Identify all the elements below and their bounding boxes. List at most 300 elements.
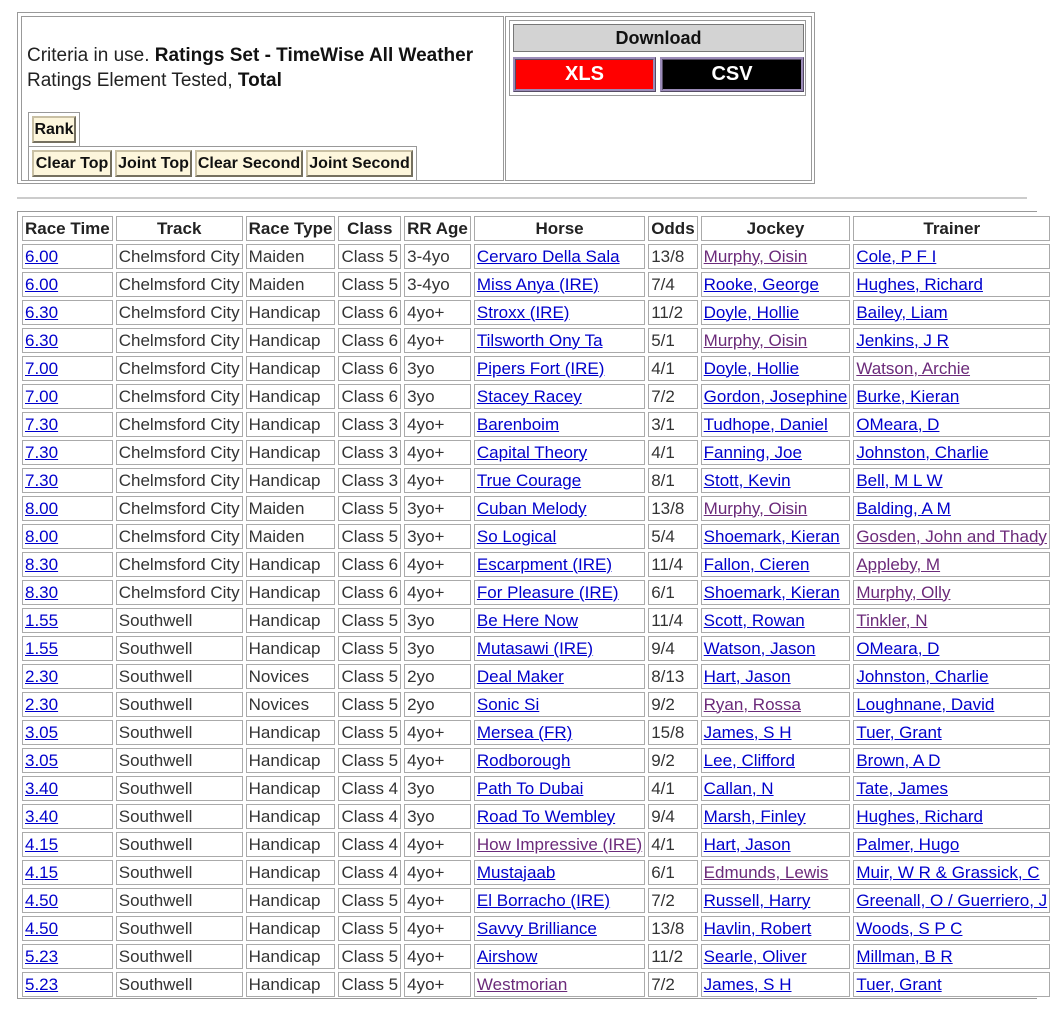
race-type-cell: Maiden [246, 244, 336, 269]
download-title: Download [513, 24, 804, 52]
jockey-link[interactable]: Shoemark, Kieran [703, 526, 840, 546]
trainer-cell [853, 776, 1050, 801]
odds-cell: 4/1 [648, 832, 697, 857]
jockey-link[interactable]: Edmunds, Lewis [703, 862, 829, 882]
horse-link[interactable]: Mutasawi (IRE) [476, 638, 594, 658]
horse-link[interactable]: Sonic Si [476, 694, 540, 714]
table-row [22, 524, 1050, 549]
race-time-link[interactable]: 6.30 [25, 330, 59, 350]
horse-cell [474, 524, 645, 549]
clear-second-button[interactable]: Clear Second [195, 150, 303, 177]
race-type-cell: Handicap [246, 944, 336, 969]
race-time-link[interactable]: 7.00 [25, 386, 59, 406]
horse-link[interactable]: Path To Dubai [476, 778, 584, 798]
race-type-cell: Maiden [246, 524, 336, 549]
race-time-cell [22, 552, 113, 577]
horse-link[interactable]: Capital Theory [476, 442, 588, 462]
race-time-link[interactable]: 8.30 [25, 582, 59, 602]
table-row [22, 804, 1050, 829]
csv-download-button[interactable]: CSV [660, 57, 804, 92]
jockey-link[interactable]: Ryan, Rossa [703, 694, 801, 714]
race-time-link[interactable]: 2.30 [25, 666, 59, 686]
xls-download-button[interactable]: XLS [513, 57, 656, 92]
trainer-cell [853, 580, 1050, 605]
header-rr-age[interactable]: RR Age [404, 216, 471, 241]
race-time-link[interactable]: 6.00 [25, 274, 59, 294]
horse-link[interactable]: Be Here Now [476, 610, 578, 630]
race-type-cell: Handicap [246, 328, 336, 353]
trainer-cell [853, 664, 1050, 689]
race-time-link[interactable]: 8.30 [25, 554, 59, 574]
track-cell: Chelmsford City [116, 552, 243, 577]
track-cell: Chelmsford City [116, 300, 243, 325]
horse-link[interactable]: Cervaro Della Sala [476, 246, 620, 266]
jockey-link[interactable]: Hart, Jason [703, 666, 791, 686]
trainer-cell [853, 692, 1050, 717]
race-time-cell [22, 832, 113, 857]
race-time-link[interactable]: 5.23 [25, 974, 59, 994]
jockey-cell [701, 412, 851, 437]
position-filter-bar [28, 146, 417, 181]
race-type-cell: Handicap [246, 720, 336, 745]
trainer-cell [853, 552, 1050, 577]
track-cell: Chelmsford City [116, 412, 243, 437]
table-row [22, 244, 1050, 269]
horse-link[interactable]: Barenboim [476, 414, 560, 434]
trainer-cell [853, 720, 1050, 745]
race-type-cell: Handicap [246, 636, 336, 661]
trainer-link[interactable]: Gosden, John and Thady [856, 526, 1047, 546]
trainer-link[interactable]: Tuer, Grant [856, 722, 942, 742]
trainer-cell [853, 328, 1050, 353]
jockey-link[interactable]: Marsh, Finley [703, 806, 806, 826]
horse-cell [474, 384, 645, 409]
header-race-time[interactable]: Race Time [22, 216, 113, 241]
race-time-link[interactable]: 4.50 [25, 918, 59, 938]
race-type-cell: Novices [246, 664, 336, 689]
track-cell: Southwell [116, 804, 243, 829]
horse-link[interactable]: True Courage [476, 470, 582, 490]
trainer-cell [853, 832, 1050, 857]
table-row [22, 692, 1050, 717]
joint-second-button[interactable]: Joint Second [306, 150, 413, 177]
horse-cell [474, 748, 645, 773]
header-horse[interactable]: Horse [474, 216, 645, 241]
header-class[interactable]: Class [338, 216, 401, 241]
trainer-link[interactable]: Millman, B R [856, 946, 953, 966]
table-row [22, 832, 1050, 857]
rank-button[interactable]: Rank [32, 116, 76, 143]
rr-age-cell: 3yo+ [404, 496, 471, 521]
jockey-link[interactable]: Gordon, Josephine [703, 386, 848, 406]
race-time-cell [22, 384, 113, 409]
trainer-cell [853, 748, 1050, 773]
jockey-link[interactable]: Fanning, Joe [703, 442, 802, 462]
trainer-link[interactable]: Muir, W R & Grassick, C [856, 862, 1040, 882]
table-row [22, 608, 1050, 633]
jockey-link[interactable]: Russell, Harry [703, 890, 811, 910]
horse-cell [474, 972, 645, 997]
horse-cell [474, 328, 645, 353]
jockey-cell [701, 440, 851, 465]
rr-age-cell: 4yo+ [404, 440, 471, 465]
trainer-link[interactable]: Johnston, Charlie [856, 442, 989, 462]
rr-age-cell: 3-4yo [404, 272, 471, 297]
race-time-cell [22, 748, 113, 773]
horse-link[interactable]: Cuban Melody [476, 498, 587, 518]
horse-link[interactable]: Mustajaab [476, 862, 556, 882]
track-cell: Southwell [116, 776, 243, 801]
track-cell: Southwell [116, 832, 243, 857]
race-time-cell [22, 524, 113, 549]
race-time-link[interactable]: 2.30 [25, 694, 59, 714]
race-time-cell [22, 720, 113, 745]
jockey-cell [701, 552, 851, 577]
jockey-cell [701, 972, 851, 997]
odds-cell: 9/2 [648, 692, 697, 717]
jockey-link[interactable]: Searle, Oliver [703, 946, 807, 966]
jockey-link[interactable]: Callan, N [703, 778, 774, 798]
class-cell: Class 5 [338, 244, 401, 269]
race-time-cell [22, 580, 113, 605]
race-time-cell [22, 804, 113, 829]
race-time-cell [22, 944, 113, 969]
race-type-cell: Handicap [246, 580, 336, 605]
table-row [22, 440, 1050, 465]
odds-cell: 6/1 [648, 580, 697, 605]
joint-top-button[interactable]: Joint Top [115, 150, 192, 177]
race-type-cell: Maiden [246, 272, 336, 297]
race-time-link[interactable]: 3.05 [25, 750, 59, 770]
trainer-link[interactable]: Tate, James [856, 778, 948, 798]
horse-cell [474, 636, 645, 661]
trainer-link[interactable]: Murphy, Olly [856, 582, 951, 602]
jockey-cell [701, 944, 851, 969]
download-panel [505, 16, 812, 181]
jockey-cell [701, 608, 851, 633]
race-time-link[interactable]: 3.05 [25, 722, 59, 742]
trainer-cell [853, 384, 1050, 409]
jockey-cell [701, 664, 851, 689]
header-trainer[interactable]: Trainer [853, 216, 1050, 241]
table-row [22, 272, 1050, 297]
jockey-cell [701, 356, 851, 381]
header-track[interactable]: Track [116, 216, 243, 241]
horse-link[interactable]: Miss Anya (IRE) [476, 274, 599, 294]
rr-age-cell: 3yo [404, 608, 471, 633]
track-cell: Southwell [116, 972, 243, 997]
race-time-cell [22, 468, 113, 493]
header-odds[interactable]: Odds [648, 216, 697, 241]
trainer-cell [853, 636, 1050, 661]
trainer-link[interactable]: Woods, S P C [856, 918, 963, 938]
trainer-link[interactable]: Bailey, Liam [856, 302, 948, 322]
class-cell: Class 3 [338, 468, 401, 493]
horse-link[interactable]: How Impressive (IRE) [476, 834, 643, 854]
race-time-cell [22, 412, 113, 437]
rr-age-cell: 2yo [404, 664, 471, 689]
class-cell: Class 5 [338, 888, 401, 913]
criteria-panel [17, 12, 815, 184]
table-row [22, 412, 1050, 437]
jockey-cell [701, 468, 851, 493]
trainer-link[interactable]: Tinkler, N [856, 610, 928, 630]
horse-cell [474, 916, 645, 941]
track-cell: Southwell [116, 720, 243, 745]
jockey-link[interactable]: Shoemark, Kieran [703, 582, 840, 602]
horse-link[interactable]: Deal Maker [476, 666, 564, 686]
race-time-link[interactable]: 6.30 [25, 302, 59, 322]
track-cell: Southwell [116, 860, 243, 885]
race-time-link[interactable]: 1.55 [25, 638, 59, 658]
trainer-cell [853, 860, 1050, 885]
race-type-cell: Handicap [246, 916, 336, 941]
table-row [22, 888, 1050, 913]
race-type-cell: Handicap [246, 804, 336, 829]
class-cell: Class 5 [338, 524, 401, 549]
trainer-link[interactable]: OMeara, D [856, 638, 940, 658]
odds-cell: 8/1 [648, 468, 697, 493]
table-row [22, 776, 1050, 801]
race-time-link[interactable]: 7.30 [25, 414, 59, 434]
rr-age-cell: 3yo [404, 776, 471, 801]
results-body [22, 244, 1050, 997]
download-inner [509, 20, 806, 96]
horse-link[interactable]: Mersea (FR) [476, 722, 573, 742]
horse-link[interactable]: Pipers Fort (IRE) [476, 358, 605, 378]
trainer-link[interactable]: Hughes, Richard [856, 806, 983, 826]
table-row [22, 860, 1050, 885]
odds-cell: 7/2 [648, 384, 697, 409]
horse-cell [474, 244, 645, 269]
jockey-cell [701, 832, 851, 857]
race-time-link[interactable]: 3.40 [25, 778, 59, 798]
class-cell: Class 3 [338, 440, 401, 465]
trainer-link[interactable]: Tuer, Grant [856, 974, 942, 994]
race-time-link[interactable]: 4.15 [25, 834, 59, 854]
trainer-cell [853, 468, 1050, 493]
race-type-cell: Handicap [246, 412, 336, 437]
class-cell: Class 6 [338, 384, 401, 409]
race-time-link[interactable]: 4.15 [25, 862, 59, 882]
horse-link[interactable]: Westmorian [476, 974, 568, 994]
trainer-link[interactable]: Hughes, Richard [856, 274, 983, 294]
jockey-cell [701, 692, 851, 717]
clear-top-button[interactable]: Clear Top [32, 150, 112, 177]
track-cell: Chelmsford City [116, 356, 243, 381]
trainer-link[interactable]: Burke, Kieran [856, 386, 960, 406]
trainer-link[interactable]: Watson, Archie [856, 358, 971, 378]
jockey-link[interactable]: Watson, Jason [703, 638, 816, 658]
race-time-link[interactable]: 5.23 [25, 946, 59, 966]
trainer-link[interactable]: Bell, M L W [856, 470, 943, 490]
table-row [22, 664, 1050, 689]
track-cell: Southwell [116, 916, 243, 941]
trainer-link[interactable]: Palmer, Hugo [856, 834, 960, 854]
race-time-cell [22, 776, 113, 801]
trainer-link[interactable]: Cole, P F I [856, 246, 937, 266]
trainer-link[interactable]: Loughnane, David [856, 694, 995, 714]
header-jockey[interactable]: Jockey [701, 216, 851, 241]
track-cell: Chelmsford City [116, 468, 243, 493]
trainer-cell [853, 524, 1050, 549]
class-cell: Class 4 [338, 804, 401, 829]
class-cell: Class 5 [338, 720, 401, 745]
odds-cell: 9/4 [648, 804, 697, 829]
rr-age-cell: 3yo [404, 356, 471, 381]
race-time-cell [22, 972, 113, 997]
horse-link[interactable]: Tilsworth Ony Ta [476, 330, 603, 350]
jockey-link[interactable]: Stott, Kevin [703, 470, 791, 490]
rr-age-cell: 4yo+ [404, 468, 471, 493]
race-type-cell: Maiden [246, 496, 336, 521]
jockey-cell [701, 580, 851, 605]
jockey-link[interactable]: Doyle, Hollie [703, 302, 800, 322]
jockey-link[interactable]: Murphy, Oisin [703, 330, 808, 350]
horse-cell [474, 300, 645, 325]
table-row [22, 468, 1050, 493]
rr-age-cell: 4yo+ [404, 944, 471, 969]
race-time-link[interactable]: 1.55 [25, 610, 59, 630]
track-cell: Southwell [116, 664, 243, 689]
horse-link[interactable]: Escarpment (IRE) [476, 554, 612, 574]
header-race-type[interactable]: Race Type [246, 216, 336, 241]
trainer-cell [853, 356, 1050, 381]
race-time-link[interactable]: 7.00 [25, 358, 59, 378]
rank-frame [28, 112, 80, 147]
horse-cell [474, 860, 645, 885]
race-time-link[interactable]: 8.00 [25, 526, 59, 546]
horse-link[interactable]: Stacey Racey [476, 386, 582, 406]
race-time-cell [22, 636, 113, 661]
trainer-link[interactable]: Johnston, Charlie [856, 666, 989, 686]
horse-cell [474, 440, 645, 465]
track-cell: Chelmsford City [116, 496, 243, 521]
race-time-link[interactable]: 4.50 [25, 890, 59, 910]
race-time-link[interactable]: 7.30 [25, 442, 59, 462]
trainer-cell [853, 944, 1050, 969]
table-row [22, 720, 1050, 745]
trainer-link[interactable]: Brown, A D [856, 750, 941, 770]
jockey-cell [701, 272, 851, 297]
class-cell: Class 5 [338, 944, 401, 969]
jockey-link[interactable]: Rooke, George [703, 274, 819, 294]
horse-link[interactable]: El Borracho (IRE) [476, 890, 611, 910]
class-cell: Class 6 [338, 300, 401, 325]
race-time-link[interactable]: 3.40 [25, 806, 59, 826]
race-time-link[interactable]: 8.00 [25, 498, 59, 518]
horse-link[interactable]: Airshow [476, 946, 538, 966]
table-row [22, 636, 1050, 661]
table-row [22, 384, 1050, 409]
class-cell: Class 5 [338, 748, 401, 773]
rr-age-cell: 4yo+ [404, 328, 471, 353]
race-time-link[interactable]: 6.00 [25, 246, 59, 266]
horse-cell [474, 832, 645, 857]
race-type-cell: Handicap [246, 972, 336, 997]
jockey-link[interactable]: Hart, Jason [703, 834, 791, 854]
odds-cell: 13/8 [648, 244, 697, 269]
rr-age-cell: 4yo+ [404, 832, 471, 857]
trainer-cell [853, 272, 1050, 297]
trainer-cell [853, 440, 1050, 465]
table-row [22, 580, 1050, 605]
rr-age-cell: 4yo+ [404, 748, 471, 773]
race-type-cell: Handicap [246, 300, 336, 325]
table-row [22, 748, 1050, 773]
horse-link[interactable]: Savvy Brilliance [476, 918, 597, 938]
track-cell: Southwell [116, 608, 243, 633]
horse-link[interactable]: Road To Wembley [476, 806, 616, 826]
horse-cell [474, 720, 645, 745]
jockey-link[interactable]: Fallon, Cieren [703, 554, 810, 574]
jockey-link[interactable]: James, S H [703, 722, 792, 742]
rr-age-cell: 4yo+ [404, 300, 471, 325]
jockey-link[interactable]: Havlin, Robert [703, 918, 812, 938]
class-cell: Class 4 [338, 776, 401, 801]
horse-link[interactable]: Stroxx (IRE) [476, 302, 570, 322]
odds-cell: 4/1 [648, 356, 697, 381]
class-cell: Class 5 [338, 664, 401, 689]
horse-cell [474, 776, 645, 801]
race-time-cell [22, 916, 113, 941]
race-type-cell: Handicap [246, 608, 336, 633]
trainer-cell [853, 300, 1050, 325]
jockey-link[interactable]: Tudhope, Daniel [703, 414, 828, 434]
header-row [22, 216, 1050, 241]
odds-cell: 4/1 [648, 776, 697, 801]
race-time-cell [22, 664, 113, 689]
trainer-cell [853, 916, 1050, 941]
track-cell: Southwell [116, 636, 243, 661]
trainer-link[interactable]: Balding, A M [856, 498, 951, 518]
jockey-link[interactable]: Murphy, Oisin [703, 498, 808, 518]
odds-cell: 13/8 [648, 916, 697, 941]
trainer-link[interactable]: Greenall, O / Guerriero, J [856, 890, 1048, 910]
horse-link[interactable]: For Pleasure (IRE) [476, 582, 619, 602]
jockey-link[interactable]: Scott, Rowan [703, 610, 805, 630]
rr-age-cell: 4yo+ [404, 888, 471, 913]
horse-cell [474, 496, 645, 521]
odds-cell: 8/13 [648, 664, 697, 689]
trainer-link[interactable]: Jenkins, J R [856, 330, 949, 350]
element-label: Ratings Element Tested, [27, 70, 233, 91]
class-cell: Class 5 [338, 608, 401, 633]
table-row [22, 356, 1050, 381]
trainer-cell [853, 608, 1050, 633]
jockey-link[interactable]: Lee, Clifford [703, 750, 796, 770]
race-type-cell: Handicap [246, 860, 336, 885]
horse-cell [474, 272, 645, 297]
track-cell: Chelmsford City [116, 524, 243, 549]
rr-age-cell: 4yo+ [404, 916, 471, 941]
class-cell: Class 5 [338, 636, 401, 661]
criteria-box [21, 16, 504, 181]
horse-link[interactable]: So Logical [476, 526, 557, 546]
ratings-set-value: Ratings Set - TimeWise All Weather [154, 45, 474, 66]
jockey-link[interactable]: Doyle, Hollie [703, 358, 800, 378]
criteria-label: Criteria in use. [27, 45, 150, 66]
odds-cell: 11/4 [648, 608, 697, 633]
race-time-link[interactable]: 7.30 [25, 470, 59, 490]
jockey-link[interactable]: Murphy, Oisin [703, 246, 808, 266]
horse-cell [474, 888, 645, 913]
jockey-link[interactable]: James, S H [703, 974, 792, 994]
trainer-link[interactable]: OMeara, D [856, 414, 940, 434]
trainer-cell [853, 888, 1050, 913]
horse-link[interactable]: Rodborough [476, 750, 571, 770]
trainer-link[interactable]: Appleby, M [856, 554, 941, 574]
